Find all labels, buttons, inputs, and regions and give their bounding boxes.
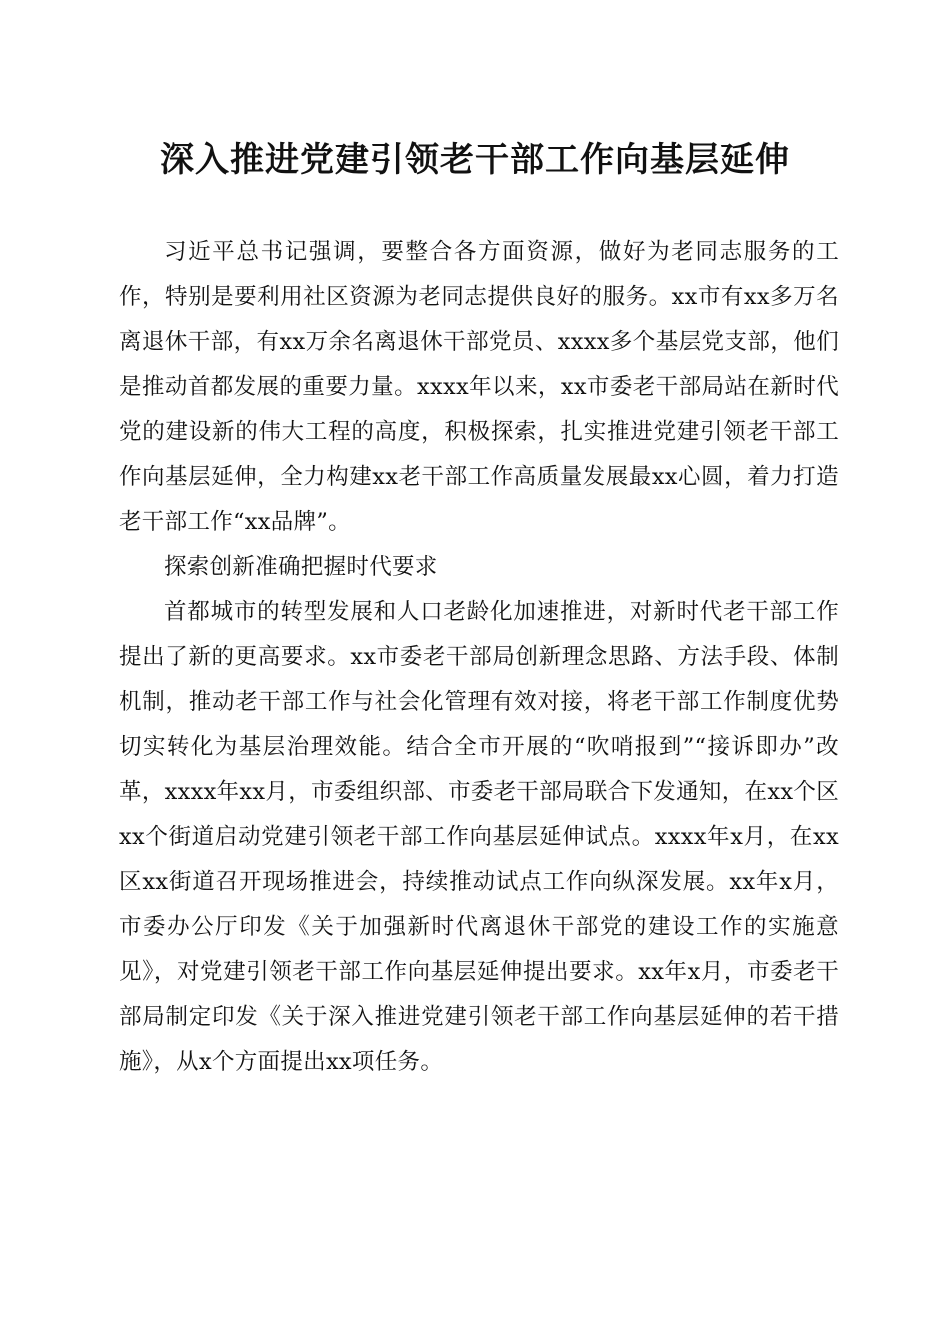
section-heading: 探索创新准确把握时代要求	[164, 554, 438, 580]
document-title: 深入推进党建引领老干部工作向基层延伸	[160, 140, 790, 180]
document-body	[119, 230, 839, 1085]
section-paragraph: 首都城市的转型发展和人口老龄化加速推进，对新时代老干部工作提出了新的更高要求。xx市委老干部局创新理念思路、方法手段、体制机制，推动老干部工作与社会化管理有效对接，将老干部工作制度优势切实转化为基层治理效能。结合全市开展的“吹哨报到”“接诉即办”改革，xxxx年xx月，市委组织部、市委老干部局联合下发通知，在xx个区xx个街道启动党建引领老干部工作向基层延伸试点。xxxx年x月，在xx区xx街道召开现场推进会，持续推动试点工作向纵深发展。xx年x月，市委办公厅印发《关于加强新时代离退休干部党的建设工作的实施意见》，对党建引领老干部工作向基层延伸提出要求。xx年x月，市委老干部局制定印发《关于深入推进党建引领老干部工作向基层延伸的若干措施》，从x个方面提出xx项任务。	[119, 599, 839, 1075]
intro-paragraph: 习近平总书记强调，要整合各方面资源，做好为老同志服务的工作，特别是要利用社区资源为老同志提供良好的服务。xx市有xx多万名离退休干部，有xx万余名离退休干部党员、xxxx多个基层党支部，他们是推动首都发展的重要力量。xxxx年以来，xx市委老干部局站在新时代党的建设新的伟大工程的高度，积极探索，扎实推进党建引领老干部工作向基层延伸，全力构建xx老干部工作高质量发展最xx心圆，着力打造老干部工作“xx品牌”。	[119, 239, 839, 535]
